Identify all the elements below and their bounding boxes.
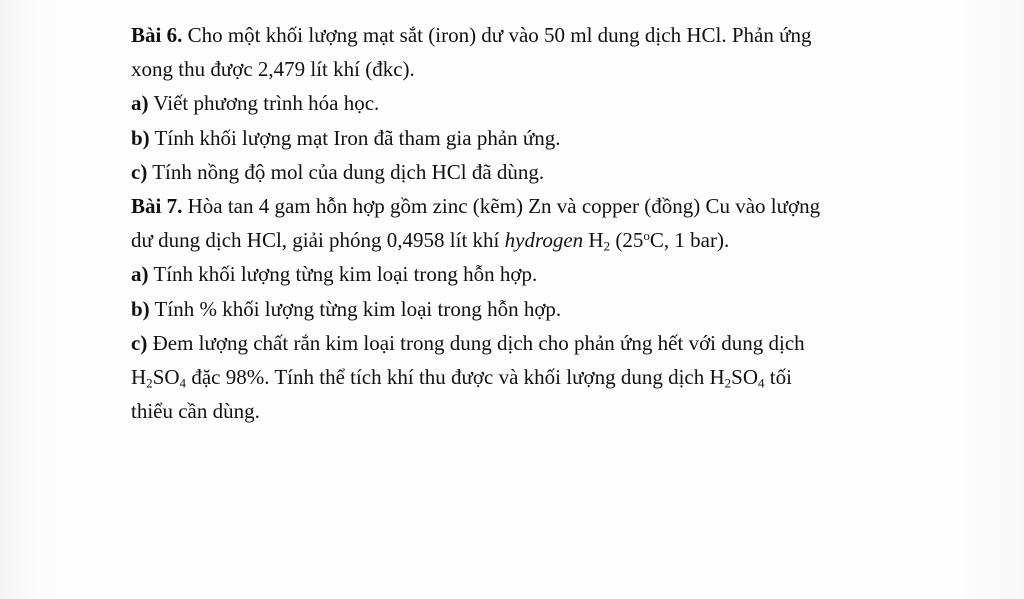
question-label-a: a) [131, 91, 149, 116]
bai6-label: Bài 6. [131, 23, 183, 47]
subscript: 2 [724, 375, 732, 391]
bai7-text: Hòa tan 4 gam hỗn hợp gồm zinc (kẽm) Zn và copper (đồng) Cu vào lượng [182, 193, 821, 218]
question-text-c-end: tối [764, 364, 792, 389]
formula-so: SO [152, 364, 180, 389]
question-label-b: b) [131, 125, 150, 150]
question-text-b: Tính % khối lượng từng kim loại trong hỗn hợp. [149, 296, 562, 321]
question-text-a: Tính khối lượng từng kim loại trong hỗn hợp. [148, 262, 538, 287]
bai6-text: Cho một khối lượng mạt sắt (iron) dư vào 50 ml dung dịch HCl. Phản ứng [182, 23, 812, 47]
bai7-line-1 [131, 189, 921, 223]
question-label-c: c) [131, 159, 148, 184]
question-text-c: Tính nồng độ mol của dung dịch HCl đã dùng. [147, 159, 545, 184]
subscript: 4 [179, 375, 187, 391]
formula-so: SO [731, 364, 759, 389]
question-text-c: Đem lượng chất rắn kim loại trong dung dịch cho phản ứng hết với dung dịch [147, 330, 805, 355]
subscript: 2 [603, 238, 611, 254]
question-text-c-cont: đặc 98%. Tính thể tích khí thu được và khối lượng dung dịch H [186, 364, 725, 389]
bai6-text-cont: xong thu được 2,479 lít khí (đkc). [131, 57, 415, 82]
bai7-question-c-line-2 [131, 360, 921, 394]
subscript: 4 [758, 375, 765, 391]
exercise-text [131, 18, 921, 428]
bai7-label: Bài 7. [131, 193, 183, 218]
subscript: 2 [146, 375, 153, 391]
bai7-question-b [131, 292, 921, 326]
bai7-line-2 [131, 223, 921, 257]
bai6-line-1 [131, 18, 921, 52]
formula-h: H [131, 364, 147, 389]
bai6-question-a [131, 86, 921, 120]
conditions-text: C, 1 bar). [649, 228, 730, 253]
bai6-question-c [131, 155, 921, 189]
temp-text: (25 [610, 228, 644, 253]
question-label-b: b) [131, 296, 150, 321]
hydrogen-italic: hydrogen [504, 228, 584, 253]
question-label-a: a) [131, 262, 149, 287]
bai7-question-c-line-3 [131, 394, 921, 428]
formula-h: H [583, 228, 604, 253]
bai7-question-a [131, 257, 921, 291]
degree-sup: o [643, 227, 650, 243]
bai7-question-c [131, 326, 921, 360]
question-text-a: Viết phương trình hóa học. [148, 91, 380, 116]
bai6-line-2 [131, 52, 921, 86]
bai6-question-b [131, 121, 921, 155]
question-text-c-final: thiểu cần dùng. [131, 399, 260, 424]
bai7-text-cont: dư dung dịch HCl, giải phóng 0,4958 lít khí [131, 228, 505, 253]
question-label-c: c) [131, 330, 148, 355]
question-text-b: Tính khối lượng mạt Iron đã tham gia phản ứng. [149, 125, 561, 150]
